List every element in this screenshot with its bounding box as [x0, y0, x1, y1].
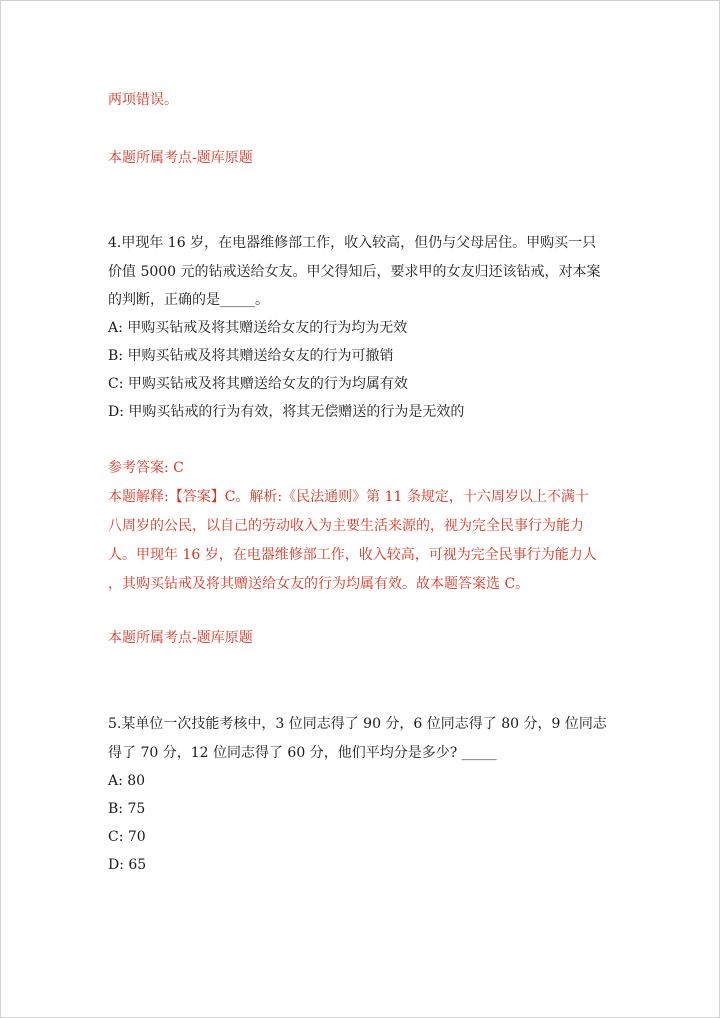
q5-option-a: A: 80: [108, 773, 146, 789]
q5-option-c: C: 70: [108, 829, 146, 845]
q5-option-b: B: 75: [108, 801, 146, 817]
q5-option-d: D: 65: [108, 857, 147, 873]
q4-explanation-line-4: ，其购买钻戒及将其赠送给女友的行为均属有效。故本题答案选 C。: [108, 576, 530, 592]
q4-option-b: B: 甲购买钻戒及将其赠送给女友的行为可撤销: [108, 348, 394, 364]
q4-explanation-line-2: 八周岁的公民，以自己的劳动收入为主要生活来源的，视为完全民事行为能力: [108, 518, 584, 534]
q4-answer: 参考答案: C: [108, 460, 184, 476]
q4-option-d: D: 甲购买钻戒的行为有效，将其无偿赠送的行为是无效的: [108, 404, 465, 420]
q5-stem-line-1: 5.某单位一次技能考核中，3 位同志得了 90 分，6 位同志得了 80 分，9 位同志: [108, 716, 607, 732]
prev-explanation-end: 两项错误。: [108, 92, 178, 108]
q4-option-a: A: 甲购买钻戒及将其赠送给女友的行为均为无效: [108, 320, 408, 336]
q4-stem-line-3: 的判断，正确的是_____。: [108, 292, 269, 308]
q4-stem-line-1: 4.甲现年 16 岁，在电器维修部工作，收入较高，但仍与父母居住。甲购买一只: [108, 235, 597, 251]
q5-stem-line-2: 得了 70 分，12 位同志得了 60 分，他们平均分是多少? _____: [108, 745, 497, 761]
prev-question-source: 本题所属考点-题库原题: [108, 150, 253, 166]
q4-explanation-line-3: 人。甲现年 16 岁，在电器维修部工作，收入较高，可视为完全民事行为能力人: [108, 547, 597, 563]
q4-explanation-line-1: 本题解释:【答案】C。解析:《民法通则》第 11 条规定，十六周岁以上不满十: [108, 489, 589, 505]
q4-option-c: C: 甲购买钻戒及将其赠送给女友的行为均属有效: [108, 376, 408, 392]
q4-stem-line-2: 价值 5000 元的钻戒送给女友。甲父得知后，要求甲的女友归还该钻戒，对本案: [108, 264, 601, 280]
q4-source: 本题所属考点-题库原题: [108, 630, 253, 646]
